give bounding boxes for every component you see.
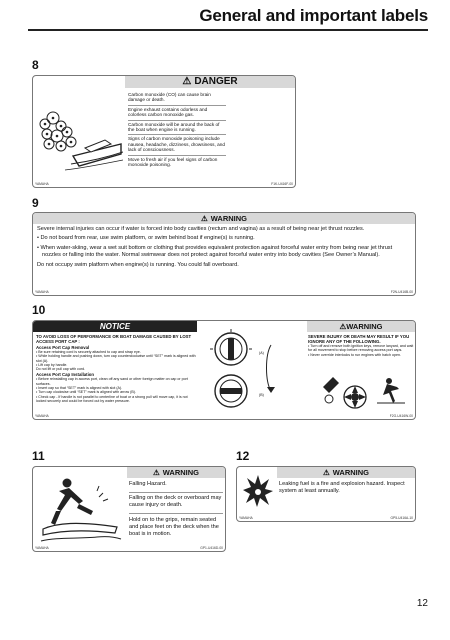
- page-title: General and important labels: [199, 6, 428, 25]
- danger-line: Signs of carbon monoxide poisoning include nausea, headache, dizziness, drowsiness, and lack of consciousness.: [128, 135, 226, 155]
- warning-line: • Turn off and remove both ignition keys, remove lanyard, and wait for all movement to stop before removing access port caps.: [308, 344, 414, 353]
- section-number-10: 10: [32, 303, 46, 317]
- warning-band: [307, 321, 415, 332]
- brand-mark: YAMAHA: [239, 516, 253, 520]
- install-line: • Check cap - If handle is not parallel to centerline of boat or a strong pull will move cap, it is not locked securely and could be forced out by water pressure.: [36, 394, 188, 403]
- warning-line: Falling on the deck or overboard may cause injury or death.: [129, 495, 222, 508]
- brand-mark: YAMAHA: [35, 182, 49, 186]
- label-code: F2N-U416B-00: [390, 290, 413, 294]
- page-number: 12: [416, 598, 428, 609]
- label-code: GP1-U416D-00: [200, 546, 223, 550]
- warning-bullet: • When water-skiing, wear a wet suit bottom or clothing that provides equivalent protection against forceful water entry from being near jet thrust nozzles or falling into the water. Normal swimwear does not protect against forceful water entry into body cavities (See Owner’s Manual).: [37, 244, 393, 259]
- removal-line: • While holding handle and pushing down, turn cap counterclockwise until “SET” mark is aligned with slot (A).: [36, 354, 196, 363]
- danger-line: Move to fresh air if you feel signs of carbon monoxide poisoning.: [128, 156, 218, 168]
- warning-pictograms: [315, 373, 411, 413]
- danger-band-text: DANGER: [194, 76, 238, 87]
- warning-band-text: WARNING: [210, 214, 247, 223]
- warning-line: Hold on to the grips, remain seated and place feet on the deck when the boat is in motion.: [129, 517, 219, 537]
- warning-triangle-icon: ⚠: [201, 214, 208, 223]
- warning-band: [33, 213, 415, 224]
- brand-mark: YAMAHA: [35, 546, 49, 550]
- brand-mark: YAMAHA: [35, 414, 49, 418]
- removal-line: • Lift cap by handle.: [36, 362, 68, 367]
- impeller-icon: [344, 386, 366, 408]
- warning-text: [33, 224, 415, 269]
- falling-person-illustration: [37, 471, 123, 549]
- label-code: GP5-U416A-10: [390, 516, 413, 520]
- warning-heading: SEVERE INJURY OR DEATH MAY RESULT IF YOU IGNORE ANY OF THE FOLLOWING.: [308, 334, 410, 344]
- access-port-notice-label: [32, 320, 416, 420]
- warning-triangle-icon: ⚠: [339, 322, 347, 331]
- notice-band: NOTICE: [33, 321, 197, 332]
- danger-line: Engine exhaust contains odorless and colorless carbon monoxide gas.: [128, 106, 226, 121]
- warning-bullet: • Do not board from rear, use swim platform, or swim behind boat if engine(s) is running.: [37, 235, 255, 242]
- explosion-icon: [241, 471, 275, 511]
- section-number-11: 11: [32, 449, 45, 463]
- install-heading: Access Port Cap Installation: [36, 372, 95, 378]
- install-line: • Turn cap clockwise until “SET” mark is aligned with arrow (B).: [36, 390, 136, 395]
- warning-intro: Severe internal injuries can occur if water is forced into body cavities (rectum and vagina) as a result of being near jet thrust nozzles.: [37, 226, 365, 232]
- warning-line: • Never override interlocks to run engines with hatch open.: [308, 352, 401, 357]
- access-port-cap-diagram: [201, 325, 303, 415]
- removal-line: Do not lift or pull cap with cord.: [36, 367, 86, 372]
- danger-label: [32, 75, 296, 188]
- warning-band-text: WARNING: [346, 322, 383, 331]
- warning-outro: Do not occupy swim platform when engine(s) is running. You could fall overboard.: [37, 261, 239, 268]
- divider: [129, 492, 223, 493]
- warning-triangle-icon: ⚠: [182, 76, 192, 87]
- danger-line: Carbon monoxide (CO) can cause brain damage or death.: [128, 91, 226, 106]
- notice-heading: TO AVOID LOSS OF PERFORMANCE OR BOAT DAMAGE CAUSED BY LOST ACCESS PORT CAP :: [36, 334, 192, 344]
- label-code: F2G-U416W-00: [389, 414, 413, 418]
- install-line: • Insert cap so that “SET” mark is aligned with slot (A).: [36, 386, 123, 391]
- danger-text: [128, 91, 226, 169]
- label-code: F1K-U416F-00: [271, 182, 293, 186]
- marker-b: (B): [259, 393, 264, 397]
- divider: [129, 513, 223, 514]
- warning-text: Leaking fuel is a fire and explosion hazard. Inspect system at least annually.: [279, 481, 405, 494]
- removal-heading: Access Port Cap Removal: [36, 345, 90, 350]
- warning-text: [308, 334, 414, 357]
- header-rule: [28, 29, 428, 31]
- section-number-9: 9: [32, 196, 39, 210]
- falling-hazard-warning-label: [32, 466, 226, 552]
- water-injury-warning-label: [32, 212, 416, 296]
- removal-line: • Be sure retaining cord is securely attached to cap and strap eye.: [36, 350, 141, 354]
- person-hazard-icon: [377, 378, 405, 403]
- brand-mark: YAMAHA: [35, 290, 49, 294]
- fuel-leak-warning-label: [236, 466, 416, 522]
- hand-in-impeller-icon: [323, 377, 339, 403]
- section-number-12: 12: [236, 449, 250, 463]
- warning-band-text: WARNING: [332, 468, 369, 477]
- danger-line: Carbon monoxide will be around the back of the boat when engine is running.: [128, 121, 226, 136]
- exhaust-boat-illustration: [35, 82, 123, 182]
- section-number-8: 8: [32, 58, 39, 72]
- marker-a: (A): [259, 351, 264, 355]
- warning-band: [277, 467, 415, 478]
- warning-triangle-icon: ⚠: [153, 468, 160, 477]
- warning-line: Falling Hazard.: [129, 481, 167, 487]
- notice-text: [36, 334, 198, 403]
- install-line: • Before reinstalling cap in access port, clean off any sand or other foreign matter on cap or port surfaces.: [36, 377, 188, 386]
- warning-triangle-icon: ⚠: [323, 468, 330, 477]
- warning-band-text: WARNING: [162, 468, 199, 477]
- warning-band: [127, 467, 225, 478]
- danger-band: [125, 76, 295, 88]
